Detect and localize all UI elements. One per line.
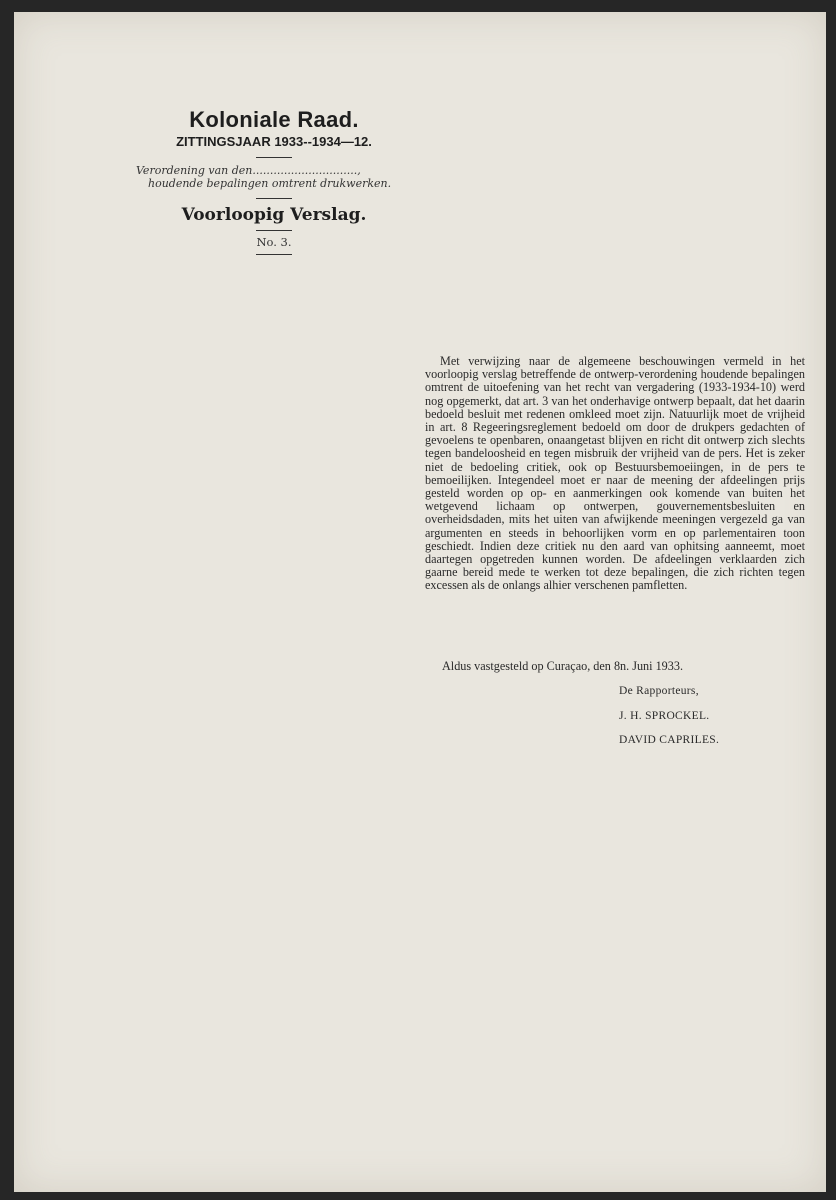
divider (256, 230, 292, 231)
signature-name: DAVID CAPRILES. (619, 734, 720, 746)
signature-name: J. H. SPROCKEL. (619, 710, 710, 722)
divider (256, 157, 292, 158)
ordinance-description (124, 164, 424, 190)
report-number: No. 3. (256, 235, 292, 249)
divider (256, 198, 292, 199)
closing-line: Aldus vastgesteld op Curaçao, den 8n. Juni 1933. (442, 659, 684, 673)
document-title: Koloniale Raad. (189, 107, 359, 132)
report-subtitle: Voorloopig Verslag. (181, 205, 367, 225)
report-body: Met verwijzing naar de algemeene beschouwingen vermeld in het voorloopig verslag betreffende de ontwerp-verordening houdende bepalingen omtrent de uitoefening van het recht van vergadering (1933-1934-10) werd nog opgemerkt, dat art. 3 van het onderhavige ontwerp bepaalt, dat het daarin bedoeld besluit met redenen omkleed moet zijn. Natuurlijk moet de vrijheid in art. 8 Regeeringsreglement bedoeld om door de drukpers gedachten of gevoelens te openbaren, onaangetast blijven en richt dit ontwerp zich slechts tegen bandeloosheid en tegen misbruik der vrijheid van de pers. Het is zeker niet de bedoeling critiek, ook op Bestuursbemoeiingen, in de pers te bemoeilijken. Integendeel moet er naar de meening der afdeelingen prijs gesteld worden op op- en aanmerkingen ook komende van buiten het wetgevend lichaam op ontwerpen, gouvernementsbesluiten en overheidsdaden, mits het uiten van afwijkende meeningen vergezeld ga van argumenten en steeds in behoorlijken vorm en op parlementairen toon geschiedt. Indien deze critiek nu den aard van ophitsing aanneemt, moet daartegen opgetreden kunnen worden. De afdeelingen verklaarden zich gaarne bereid mede te werken tot deze bepalingen, die zich richten tegen excessen als de onlangs alhier verschenen pamfletten. (425, 354, 805, 593)
document-page (14, 12, 826, 1192)
session-year: ZITTINGSJAAR 1933--1934—12. (176, 134, 372, 149)
document-header (124, 107, 424, 261)
ordinance-line-2: houdende bepalingen omtrent drukwerken. (148, 177, 392, 190)
rapporteurs-heading: De Rapporteurs, (619, 685, 699, 697)
divider (256, 254, 292, 255)
ordinance-line-1: Verordening van den.............................., (136, 164, 361, 177)
